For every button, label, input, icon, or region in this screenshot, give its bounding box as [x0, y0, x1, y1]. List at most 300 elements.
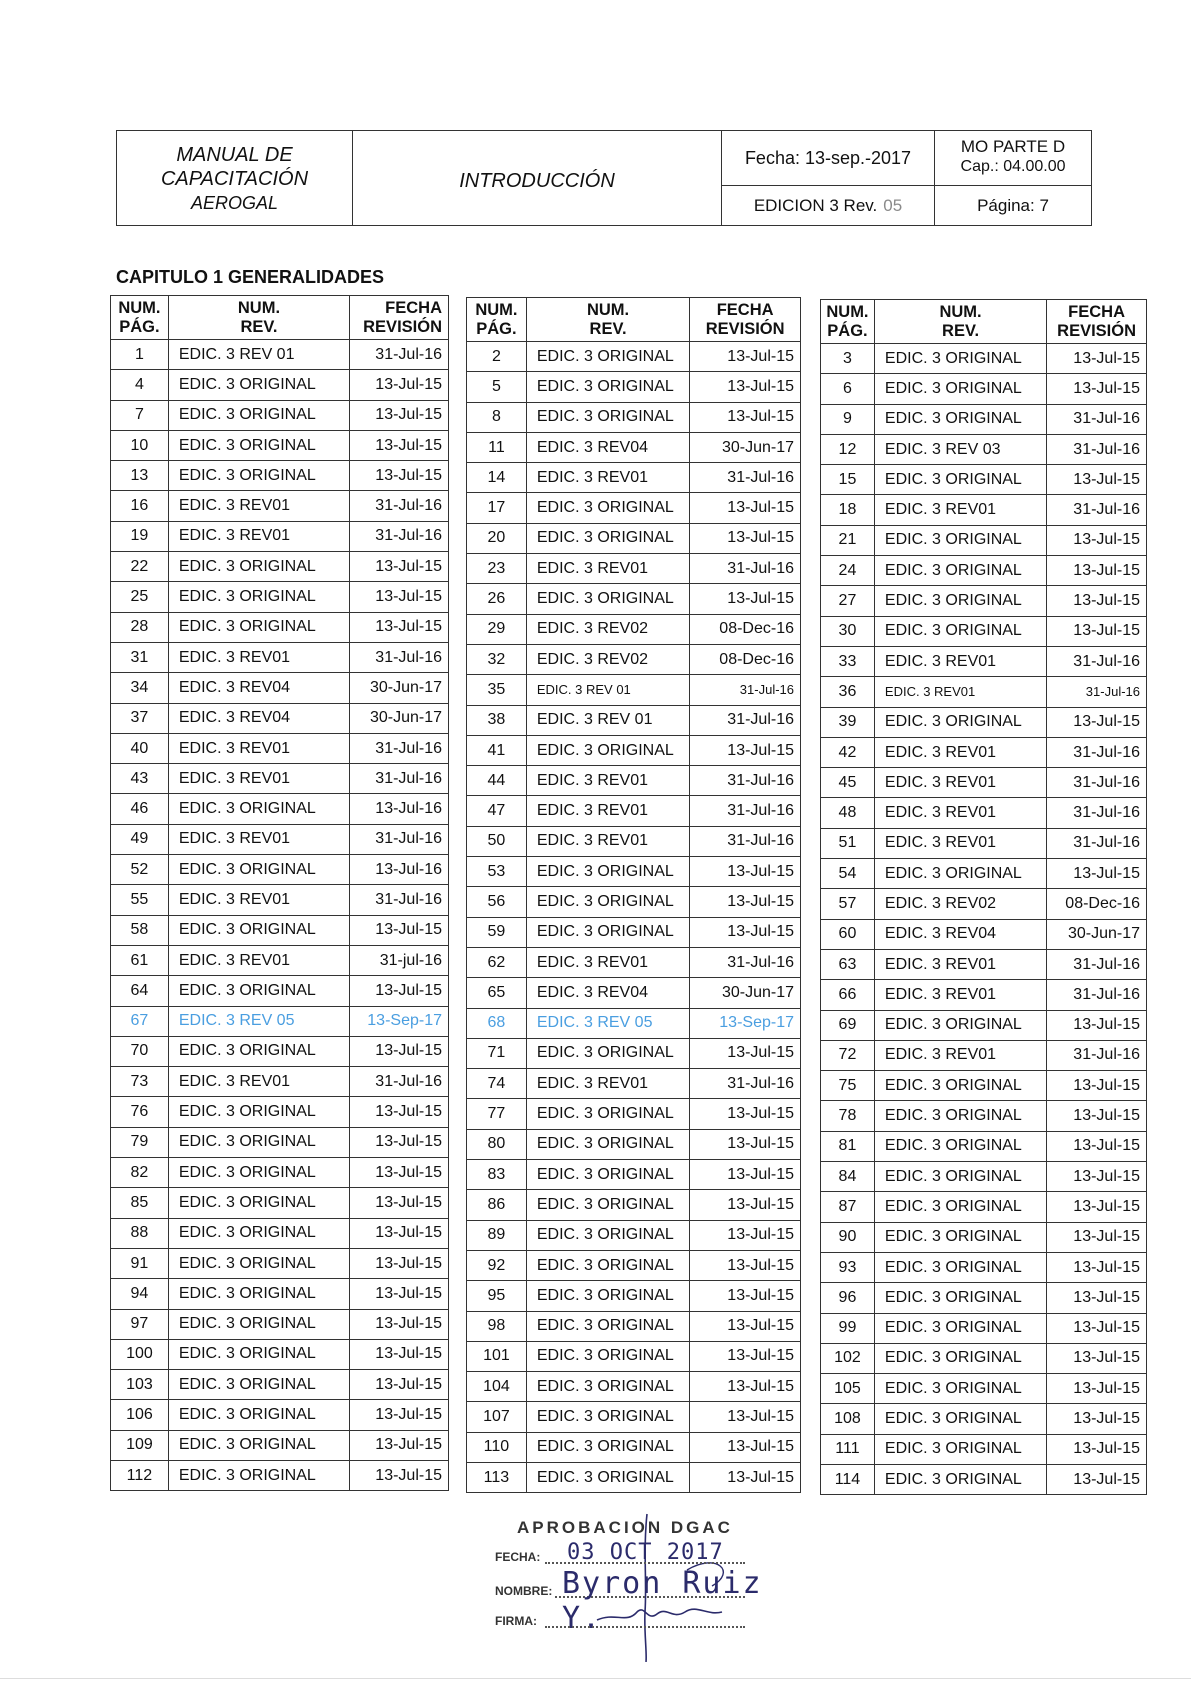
- revision-date-cell: 31-Jul-16: [690, 796, 801, 826]
- revision-cell: EDIC. 3 ORIGINAL: [526, 584, 689, 614]
- page-number-cell: 20: [467, 523, 527, 553]
- revision-date-cell: 13-Jul-15: [1047, 374, 1147, 404]
- table-row: [111, 855, 449, 885]
- page-number-cell: 83: [467, 1160, 527, 1190]
- table-row: [821, 1010, 1147, 1040]
- header-fecha-revision: FECHA REVISIÓN: [350, 296, 449, 340]
- table-header-row: [821, 300, 1147, 344]
- revision-cell: EDIC. 3 REV04: [168, 673, 349, 703]
- revision-cell: EDIC. 3 REV01: [526, 826, 689, 856]
- page-number-cell: 39: [821, 707, 875, 737]
- table-row: [111, 733, 449, 763]
- revision-cell: EDIC. 3 ORIGINAL: [526, 1220, 689, 1250]
- revision-date-cell: 31-Jul-16: [350, 642, 449, 672]
- page-number-cell: 81: [821, 1131, 875, 1161]
- page-number-cell: 44: [467, 766, 527, 796]
- page-number-cell: 66: [821, 980, 875, 1010]
- revision-cell: EDIC. 3 REV 01: [526, 705, 689, 735]
- revision-date-cell: 31-Jul-16: [1047, 737, 1147, 767]
- revision-date-cell: 13-Jul-15: [1047, 1283, 1147, 1313]
- revision-cell: EDIC. 3 REV01: [168, 945, 349, 975]
- revision-cell: EDIC. 3 ORIGINAL: [526, 1432, 689, 1462]
- revision-date-cell: 31-Jul-16: [1047, 677, 1147, 707]
- page-number-cell: 93: [821, 1252, 875, 1282]
- page-number-cell: 19: [111, 521, 169, 551]
- table-row: [111, 915, 449, 945]
- page-number-cell: 27: [821, 586, 875, 616]
- manual-title-line3: AEROGAL: [190, 193, 279, 213]
- revision-date-cell: 31-Jul-16: [1047, 404, 1147, 434]
- revision-cell: EDIC. 3 REV02: [874, 889, 1046, 919]
- revision-cell: EDIC. 3 REV01: [874, 646, 1046, 676]
- page-number-cell: 87: [821, 1192, 875, 1222]
- revision-cell: EDIC. 3 REV01: [168, 764, 349, 794]
- table-row: [467, 826, 801, 856]
- revision-cell: EDIC. 3 ORIGINAL: [526, 493, 689, 523]
- revision-cell: EDIC. 3 ORIGINAL: [526, 1250, 689, 1280]
- revision-cell: EDIC. 3 REV01: [874, 677, 1046, 707]
- page-number-cell: 35: [467, 675, 527, 705]
- revision-date-cell: 13-Jul-15: [1047, 525, 1147, 555]
- revision-cell: EDIC. 3 ORIGINAL: [874, 1404, 1046, 1434]
- revision-cell: EDIC. 3 ORIGINAL: [874, 1283, 1046, 1313]
- table-row: [111, 1339, 449, 1369]
- table-row: [111, 1067, 449, 1097]
- stamp-fecha-value: 03 OCT 2017: [567, 1540, 724, 1565]
- revision-date-cell: 13-Jul-15: [1047, 344, 1147, 374]
- table-row: [111, 1218, 449, 1248]
- page-number-cell: 45: [821, 768, 875, 798]
- page-number-cell: 37: [111, 703, 169, 733]
- table-row: [111, 430, 449, 460]
- revision-cell: EDIC. 3 REV01: [874, 1040, 1046, 1070]
- page-number-cell: 12: [821, 434, 875, 464]
- revision-cell: EDIC. 3 REV04: [526, 432, 689, 462]
- header-fecha-revision: FECHA REVISIÓN: [690, 298, 801, 342]
- page-number-cell: 113: [467, 1462, 527, 1492]
- revision-cell: EDIC. 3 REV01: [874, 768, 1046, 798]
- table-row: [467, 644, 801, 674]
- page-number-cell: 26: [467, 584, 527, 614]
- revision-date-cell: 13-Jul-15: [690, 493, 801, 523]
- table-row: [467, 342, 801, 372]
- page-number-cell: 7: [111, 400, 169, 430]
- revision-date-cell: 13-Jul-15: [690, 1432, 801, 1462]
- revision-date-cell: 13-Jul-15: [350, 1218, 449, 1248]
- table-row: [467, 402, 801, 432]
- page-number-cell: 42: [821, 737, 875, 767]
- revision-cell: EDIC. 3 ORIGINAL: [874, 344, 1046, 374]
- table-row: [821, 1222, 1147, 1252]
- page-number-cell: 101: [467, 1341, 527, 1371]
- revision-date-cell: 13-Jul-15: [690, 1160, 801, 1190]
- revision-cell: EDIC. 3 REV01: [874, 737, 1046, 767]
- page-number-cell: 16: [111, 491, 169, 521]
- table-row: [111, 1006, 449, 1036]
- page-number-cell: 79: [111, 1127, 169, 1157]
- revision-cell: EDIC. 3 REV01: [168, 885, 349, 915]
- table-row: [111, 370, 449, 400]
- page-number-cell: 40: [111, 733, 169, 763]
- revision-date-cell: 30-Jun-17: [350, 703, 449, 733]
- table-row: [111, 764, 449, 794]
- table-row: [821, 949, 1147, 979]
- page-number-cell: 76: [111, 1097, 169, 1127]
- page-number-cell: 99: [821, 1313, 875, 1343]
- page-number-cell: 110: [467, 1432, 527, 1462]
- page-number-cell: 109: [111, 1430, 169, 1460]
- page-number-cell: 102: [821, 1343, 875, 1373]
- revision-cell: EDIC. 3 ORIGINAL: [168, 794, 349, 824]
- revision-cell: EDIC. 3 ORIGINAL: [874, 586, 1046, 616]
- revision-date-cell: 13-Jul-15: [350, 430, 449, 460]
- revision-date-cell: 13-Jul-15: [1047, 1434, 1147, 1464]
- page-number-cell: 50: [467, 826, 527, 856]
- revision-cell: EDIC. 3 REV01: [874, 495, 1046, 525]
- page-number-cell: 38: [467, 705, 527, 735]
- revision-date-cell: 13-Jul-15: [690, 1250, 801, 1280]
- table-row: [467, 887, 801, 917]
- table-row: [111, 794, 449, 824]
- table-row: [821, 1252, 1147, 1282]
- revision-date-cell: 13-Jul-15: [690, 523, 801, 553]
- table-row: [467, 705, 801, 735]
- edition-text: [722, 186, 934, 225]
- revision-date-cell: 31-Jul-16: [350, 491, 449, 521]
- table-row: [467, 432, 801, 462]
- revision-date-cell: 08-Dec-16: [690, 644, 801, 674]
- table-row: [111, 642, 449, 672]
- page-number-cell: 105: [821, 1374, 875, 1404]
- revision-cell: EDIC. 3 REV01: [168, 521, 349, 551]
- page-number-cell: 86: [467, 1190, 527, 1220]
- table-row: [821, 768, 1147, 798]
- revision-date-cell: 13-Jul-15: [350, 612, 449, 642]
- table-row: [111, 612, 449, 642]
- revision-date-cell: 13-Jul-15: [690, 1311, 801, 1341]
- page-number-cell: 41: [467, 735, 527, 765]
- page-number-cell: 15: [821, 465, 875, 495]
- revision-cell: EDIC. 3 ORIGINAL: [526, 1372, 689, 1402]
- page-number-cell: 5: [467, 372, 527, 402]
- revision-date-cell: 13-Jul-15: [1047, 707, 1147, 737]
- revision-cell: EDIC. 3 ORIGINAL: [526, 1038, 689, 1068]
- revision-table-3: [820, 299, 1147, 1495]
- table-row: [821, 556, 1147, 586]
- table-row: [821, 1343, 1147, 1373]
- header-fecha-revision: FECHA REVISIÓN: [1047, 300, 1147, 344]
- revision-cell: EDIC. 3 REV 01: [168, 340, 349, 370]
- table-row: [467, 1220, 801, 1250]
- page-number-cell: 97: [111, 1309, 169, 1339]
- table-row: [467, 584, 801, 614]
- revision-date-cell: 08-Dec-16: [690, 614, 801, 644]
- revision-date-cell: 30-Jun-17: [1047, 919, 1147, 949]
- page-number-cell: 28: [111, 612, 169, 642]
- revision-date-cell: 13-Jul-15: [690, 887, 801, 917]
- manual-title-cell: [117, 131, 353, 225]
- revision-date-cell: 30-Jun-17: [350, 673, 449, 703]
- revision-cell: EDIC. 3 REV01: [526, 796, 689, 826]
- table-row: [467, 493, 801, 523]
- table-row: [821, 374, 1147, 404]
- revision-cell: EDIC. 3 ORIGINAL: [526, 1129, 689, 1159]
- revision-cell: EDIC. 3 ORIGINAL: [526, 887, 689, 917]
- revision-date-cell: 31-Jul-16: [1047, 434, 1147, 464]
- table-row: [111, 976, 449, 1006]
- table-row: [821, 1040, 1147, 1070]
- revision-cell: EDIC. 3 ORIGINAL: [874, 1010, 1046, 1040]
- page-number-cell: 59: [467, 917, 527, 947]
- header-num-rev: NUM. REV.: [526, 298, 689, 342]
- page-number-cell: 10: [111, 430, 169, 460]
- approval-stamp: [497, 1512, 797, 1662]
- page-number-cell: 33: [821, 646, 875, 676]
- revision-cell: EDIC. 3 ORIGINAL: [168, 1097, 349, 1127]
- revision-date-cell: 13-Jul-15: [690, 1038, 801, 1068]
- table-row: [111, 521, 449, 551]
- revision-cell: EDIC. 3 ORIGINAL: [526, 1402, 689, 1432]
- revision-cell: EDIC. 3 ORIGINAL: [168, 1036, 349, 1066]
- page-number-cell: 51: [821, 828, 875, 858]
- page-number-cell: 61: [111, 945, 169, 975]
- revision-cell: EDIC. 3 ORIGINAL: [168, 1460, 349, 1490]
- section-cell: [353, 131, 722, 225]
- revision-cell: EDIC. 3 ORIGINAL: [874, 1434, 1046, 1464]
- revision-date-cell: 13-Jul-15: [690, 917, 801, 947]
- table-row: [821, 404, 1147, 434]
- revision-cell: EDIC. 3 ORIGINAL: [168, 582, 349, 612]
- revision-date-cell: 31-Jul-16: [350, 824, 449, 854]
- table-row: [111, 1460, 449, 1490]
- revision-date-cell: 13-Sep-17: [690, 1008, 801, 1038]
- page-number-cell: 53: [467, 857, 527, 887]
- revision-date-cell: 13-Jul-15: [1047, 556, 1147, 586]
- revision-cell: EDIC. 3 ORIGINAL: [168, 1370, 349, 1400]
- table-row: [467, 1069, 801, 1099]
- revision-cell: EDIC. 3 ORIGINAL: [874, 1162, 1046, 1192]
- stamp-firma-line: [545, 1626, 745, 1628]
- revision-cell: EDIC. 3 ORIGINAL: [526, 1281, 689, 1311]
- table-row: [821, 1283, 1147, 1313]
- revision-date-cell: 13-Jul-15: [350, 582, 449, 612]
- revision-cell: EDIC. 3 REV04: [874, 919, 1046, 949]
- revision-date-cell: 13-Jul-15: [690, 735, 801, 765]
- table-row: [821, 677, 1147, 707]
- revision-cell: EDIC. 3 ORIGINAL: [874, 1464, 1046, 1494]
- table-row: [821, 1464, 1147, 1494]
- table-row: [821, 980, 1147, 1010]
- revision-date-cell: 13-Jul-15: [350, 400, 449, 430]
- revision-date-cell: 13-Jul-15: [690, 1220, 801, 1250]
- page-number-cell: 107: [467, 1402, 527, 1432]
- header-num-pag: NUM. PÁG.: [821, 300, 875, 344]
- revision-date-cell: 31-Jul-16: [350, 521, 449, 551]
- page-number-cell: 78: [821, 1101, 875, 1131]
- revision-cell: EDIC. 3 REV02: [526, 644, 689, 674]
- revision-cell: EDIC. 3 REV01: [168, 733, 349, 763]
- revision-cell: EDIC. 3 ORIGINAL: [526, 1341, 689, 1371]
- table-row: [821, 1374, 1147, 1404]
- page-number-cell: 14: [467, 463, 527, 493]
- header-num-rev: NUM. REV.: [168, 296, 349, 340]
- revision-date-cell: 13-Jul-15: [1047, 1162, 1147, 1192]
- revision-cell: EDIC. 3 ORIGINAL: [526, 372, 689, 402]
- date-text: Fecha: 13-sep.-2017: [722, 131, 934, 186]
- page-number-cell: 70: [111, 1036, 169, 1066]
- revision-cell: EDIC. 3 REV04: [526, 978, 689, 1008]
- revision-date-cell: 13-Jul-15: [350, 1400, 449, 1430]
- revision-cell: EDIC. 3 REV02: [526, 614, 689, 644]
- revision-date-cell: 13-Jul-15: [690, 402, 801, 432]
- revision-date-cell: 13-Jul-15: [1047, 1222, 1147, 1252]
- revision-date-cell: 13-Jul-15: [1047, 1252, 1147, 1282]
- page-number-cell: 34: [111, 673, 169, 703]
- revision-date-cell: 13-Jul-15: [690, 1372, 801, 1402]
- table-row: [467, 766, 801, 796]
- revision-cell: EDIC. 3 ORIGINAL: [874, 1313, 1046, 1343]
- revision-date-cell: 31-Jul-16: [690, 463, 801, 493]
- revision-cell: EDIC. 3 ORIGINAL: [874, 404, 1046, 434]
- revision-cell: EDIC. 3 ORIGINAL: [526, 1190, 689, 1220]
- table-row: [467, 978, 801, 1008]
- revision-date-cell: 13-Jul-15: [690, 1190, 801, 1220]
- revision-date-cell: 13-Jul-15: [1047, 616, 1147, 646]
- table-row: [111, 1430, 449, 1460]
- page-number-cell: 54: [821, 859, 875, 889]
- table-row: [111, 1188, 449, 1218]
- table-row: [467, 1190, 801, 1220]
- revision-cell: EDIC. 3 REV01: [526, 766, 689, 796]
- revision-date-cell: 31-Jul-16: [690, 826, 801, 856]
- table-row: [467, 1372, 801, 1402]
- revision-cell: EDIC. 3 ORIGINAL: [168, 915, 349, 945]
- header-num-pag: NUM. PÁG.: [467, 298, 527, 342]
- page-number-cell: 62: [467, 947, 527, 977]
- table-row: [821, 1434, 1147, 1464]
- revision-cell: EDIC. 3 REV 05: [168, 1006, 349, 1036]
- table-row: [467, 857, 801, 887]
- table-row: [467, 1341, 801, 1371]
- table-row: [821, 859, 1147, 889]
- page-number-cell: 112: [111, 1460, 169, 1490]
- table-row: [111, 1097, 449, 1127]
- revision-date-cell: 31-Jul-16: [1047, 768, 1147, 798]
- table-row: [821, 616, 1147, 646]
- table-row: [111, 461, 449, 491]
- page-number-cell: 13: [111, 461, 169, 491]
- revision-cell: EDIC. 3 REV01: [874, 980, 1046, 1010]
- revision-date-cell: 31-Jul-16: [690, 675, 801, 705]
- revision-date-cell: 13-Sep-17: [350, 1006, 449, 1036]
- revision-cell: EDIC. 3 ORIGINAL: [168, 461, 349, 491]
- revision-date-cell: 13-Jul-15: [1047, 1374, 1147, 1404]
- revision-cell: EDIC. 3 ORIGINAL: [874, 1101, 1046, 1131]
- revision-date-cell: 13-Jul-15: [690, 857, 801, 887]
- section-title: INTRODUCCIÓN: [459, 169, 615, 192]
- revision-date-cell: 13-Jul-15: [350, 1097, 449, 1127]
- revision-date-cell: 13-Jul-15: [1047, 1404, 1147, 1434]
- revision-date-cell: 13-Jul-15: [690, 1402, 801, 1432]
- table-row: [111, 552, 449, 582]
- revision-cell: EDIC. 3 REV01: [526, 554, 689, 584]
- revision-date-cell: 13-Jul-16: [350, 794, 449, 824]
- revision-date-cell: 31-Jul-16: [350, 1067, 449, 1097]
- page-number-cell: 77: [467, 1099, 527, 1129]
- revision-cell: EDIC. 3 ORIGINAL: [874, 525, 1046, 555]
- page-number-cell: 104: [467, 1372, 527, 1402]
- chapter-title: CAPITULO 1 GENERALIDADES: [116, 267, 385, 287]
- revision-cell: EDIC. 3 ORIGINAL: [874, 465, 1046, 495]
- revision-cell: EDIC. 3 ORIGINAL: [168, 552, 349, 582]
- page-number-cell: 47: [467, 796, 527, 826]
- table-row: [111, 491, 449, 521]
- table-row: [111, 703, 449, 733]
- revision-date-cell: 13-Jul-15: [690, 342, 801, 372]
- page-number-cell: 17: [467, 493, 527, 523]
- revision-cell: EDIC. 3 REV01: [168, 642, 349, 672]
- table-row: [467, 1129, 801, 1159]
- revision-cell: EDIC. 3 REV01: [168, 824, 349, 854]
- document-header: [116, 130, 1092, 226]
- revision-cell: EDIC. 3 ORIGINAL: [874, 1131, 1046, 1161]
- revision-cell: EDIC. 3 ORIGINAL: [526, 1311, 689, 1341]
- table-row: [467, 1099, 801, 1129]
- page-number-cell: 18: [821, 495, 875, 525]
- page-number-cell: 52: [111, 855, 169, 885]
- revision-date-cell: 13-Jul-15: [690, 1462, 801, 1492]
- page-number-cell: 63: [821, 949, 875, 979]
- revision-cell: EDIC. 3 ORIGINAL: [874, 859, 1046, 889]
- revision-date-cell: 31-Jul-16: [690, 947, 801, 977]
- revision-date-cell: 31-Jul-16: [350, 733, 449, 763]
- manual-title-line1: MANUAL DE: [176, 144, 293, 166]
- table-row: [467, 1311, 801, 1341]
- table-row: [467, 1432, 801, 1462]
- revision-date-cell: 13-Jul-15: [1047, 1101, 1147, 1131]
- revision-cell: EDIC. 3 ORIGINAL: [168, 1218, 349, 1248]
- stamp-title: APROBACION DGAC: [517, 1518, 733, 1537]
- revision-cell: EDIC. 3 ORIGINAL: [526, 1462, 689, 1492]
- page-number-cell: 64: [111, 976, 169, 1006]
- revision-date-cell: 30-Jun-17: [690, 978, 801, 1008]
- page-number-cell: 69: [821, 1010, 875, 1040]
- table-row: [467, 675, 801, 705]
- date-edition-cell: [722, 131, 935, 225]
- page-number-cell: 1: [111, 340, 169, 370]
- stamp-nombre-value: Byron Ruiz Y.: [562, 1566, 763, 1636]
- revision-date-cell: 13-Jul-15: [1047, 1071, 1147, 1101]
- revision-cell: EDIC. 3 ORIGINAL: [526, 735, 689, 765]
- page-number-cell: 46: [111, 794, 169, 824]
- table-row: [111, 885, 449, 915]
- page-number-cell: 72: [821, 1040, 875, 1070]
- revision-cell: EDIC. 3 ORIGINAL: [526, 1099, 689, 1129]
- page-number-cell: 30: [821, 616, 875, 646]
- table-row: [467, 372, 801, 402]
- revision-cell: EDIC. 3 REV01: [874, 828, 1046, 858]
- page-number-cell: 94: [111, 1279, 169, 1309]
- revision-date-cell: 31-Jul-16: [1047, 828, 1147, 858]
- revision-date-cell: 13-Jul-15: [350, 461, 449, 491]
- revision-cell: EDIC. 3 REV01: [526, 1069, 689, 1099]
- chapter-code: Cap.: 04.00.00: [960, 158, 1066, 175]
- doc-code-block: [935, 131, 1091, 186]
- page-number-cell: 48: [821, 798, 875, 828]
- revision-date-cell: 13-Jul-15: [350, 552, 449, 582]
- table-row: [821, 707, 1147, 737]
- table-row: [467, 554, 801, 584]
